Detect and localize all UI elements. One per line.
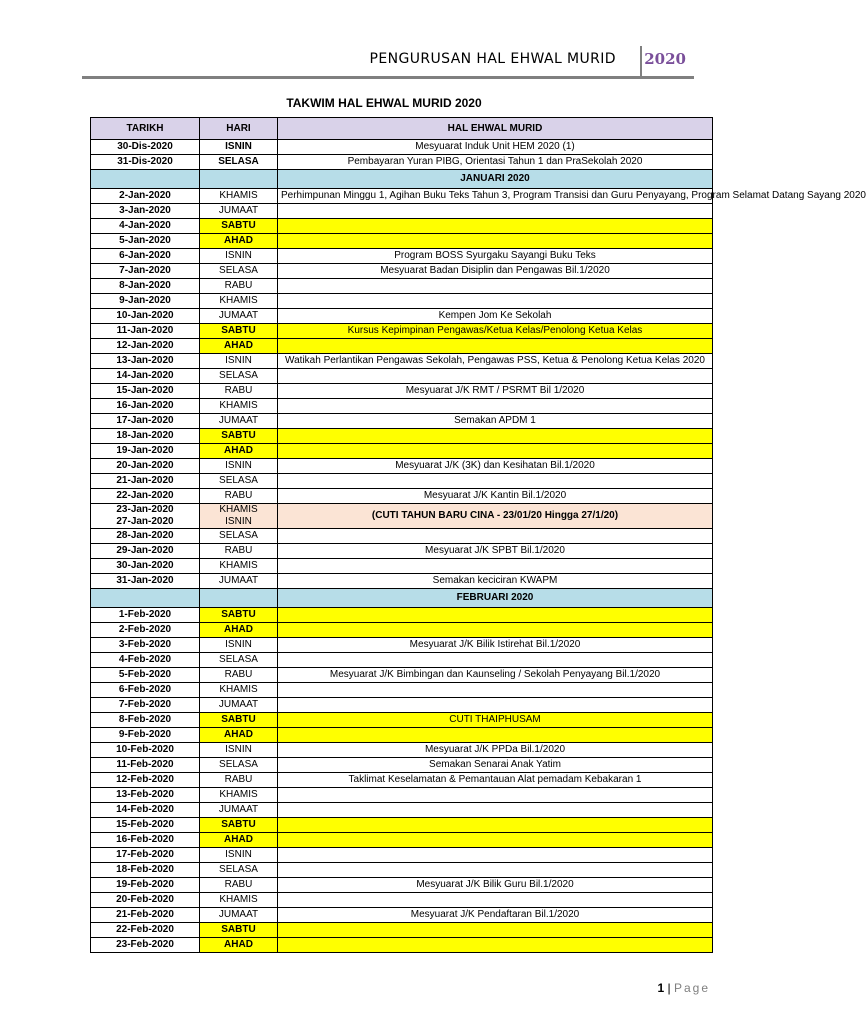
column-header-tarikh: TARIKH	[91, 118, 200, 140]
day-cell: JUMAAT	[200, 908, 278, 923]
table-row	[91, 559, 713, 574]
table-row	[91, 384, 713, 399]
table-row	[91, 923, 713, 938]
date-cell: 6-Jan-2020	[91, 249, 200, 264]
event-cell: Semakan APDM 1	[278, 414, 713, 429]
date-cell: 8-Feb-2020	[91, 713, 200, 728]
day-cell: KHAMIS	[200, 559, 278, 574]
table-row	[91, 818, 713, 833]
day-cell: KHAMIS	[200, 294, 278, 309]
takwim-table	[90, 117, 866, 953]
event-cell	[278, 623, 713, 638]
date-cell: 14-Jan-2020	[91, 369, 200, 384]
event-cell	[278, 474, 713, 489]
table-row	[91, 429, 713, 444]
event-cell	[278, 429, 713, 444]
event-cell: Mesyuarat J/K PPDa Bil.1/2020	[278, 743, 713, 758]
page-footer	[657, 981, 710, 995]
day-cell: RABU	[200, 668, 278, 683]
event-cell	[278, 923, 713, 938]
date-cell: 21-Feb-2020	[91, 908, 200, 923]
table-row	[91, 863, 713, 878]
event-cell	[278, 803, 713, 818]
event-cell: Kursus Kepimpinan Pengawas/Ketua Kelas/Penolong Ketua Kelas	[278, 324, 713, 339]
date-cell: 29-Jan-2020	[91, 544, 200, 559]
event-cell	[278, 848, 713, 863]
table-row	[91, 249, 713, 264]
date-cell: 12-Feb-2020	[91, 773, 200, 788]
day-cell: ISNIN	[200, 848, 278, 863]
event-cell: Taklimat Keselamatan & Pemantauan Alat pemadam Kebakaran 1	[278, 773, 713, 788]
event-cell	[278, 938, 713, 953]
table-row	[91, 489, 713, 504]
date-cell: 11-Jan-2020	[91, 324, 200, 339]
date-cell: 31-Dis-2020	[91, 155, 200, 170]
event-cell: Mesyuarat J/K Bilik Istirehat Bil.1/2020	[278, 638, 713, 653]
date-cell: 5-Feb-2020	[91, 668, 200, 683]
table-row	[91, 444, 713, 459]
document-title: TAKWIM HAL EHWAL MURID 2020	[286, 96, 482, 110]
day-cell: KHAMIS	[200, 788, 278, 803]
date-cell: 30-Dis-2020	[91, 140, 200, 155]
date-cell: 3-Feb-2020	[91, 638, 200, 653]
event-cell: Mesyuarat J/K Bilik Guru Bil.1/2020	[278, 878, 713, 893]
day-cell: JUMAAT	[200, 698, 278, 713]
event-cell: Watikah Perlantikan Pengawas Sekolah, Pengawas PSS, Ketua & Penolong Ketua Kelas 2020	[278, 354, 713, 369]
table-row	[91, 608, 713, 623]
table-header-row	[91, 118, 713, 140]
day-cell: KHAMIS	[200, 399, 278, 414]
event-cell	[278, 788, 713, 803]
day-cell: SABTU	[200, 818, 278, 833]
table-row	[91, 294, 713, 309]
date-cell: 8-Jan-2020	[91, 279, 200, 294]
table-row	[91, 698, 713, 713]
page-label: Page	[673, 981, 710, 995]
page-number: 1	[657, 981, 665, 995]
event-cell	[278, 219, 713, 234]
month-cell-empty	[200, 170, 278, 189]
date-cell: 10-Jan-2020	[91, 309, 200, 324]
event-cell	[278, 204, 713, 219]
day-end: ISNIN	[225, 516, 252, 527]
event-cell	[278, 683, 713, 698]
day-cell: ISNIN	[200, 249, 278, 264]
day-cell: RABU	[200, 878, 278, 893]
event-cell: Kempen Jom Ke Sekolah	[278, 309, 713, 324]
event-cell: Mesyuarat J/K Pendaftaran Bil.1/2020	[278, 908, 713, 923]
month-cell-empty	[91, 589, 200, 608]
date-cell: 12-Jan-2020	[91, 339, 200, 354]
day-start: KHAMIS	[219, 504, 258, 515]
date-cell: 13-Jan-2020	[91, 354, 200, 369]
day-cell: AHAD	[200, 833, 278, 848]
table-row	[91, 204, 713, 219]
event-cell: Pembayaran Yuran PIBG, Orientasi Tahun 1 dan PraSekolah 2020	[278, 155, 713, 170]
date-cell: 7-Jan-2020	[91, 264, 200, 279]
date-cell: 9-Feb-2020	[91, 728, 200, 743]
date-cell: 20-Feb-2020	[91, 893, 200, 908]
date-cell: 15-Jan-2020	[91, 384, 200, 399]
day-cell: SELASA	[200, 264, 278, 279]
date-cell: 4-Jan-2020	[91, 219, 200, 234]
date-cell: 17-Feb-2020	[91, 848, 200, 863]
date-cell: 22-Jan-2020	[91, 489, 200, 504]
table-row	[91, 803, 713, 818]
table-row	[91, 743, 713, 758]
day-cell: SELASA	[200, 529, 278, 544]
day-cell: JUMAAT	[200, 414, 278, 429]
event-cell	[278, 294, 713, 309]
table-row	[91, 833, 713, 848]
date-cell: 10-Feb-2020	[91, 743, 200, 758]
event-cell	[278, 608, 713, 623]
event-cell	[278, 863, 713, 878]
day-cell: AHAD	[200, 938, 278, 953]
day-cell: SELASA	[200, 369, 278, 384]
column-header-hal-ehwal: HAL EHWAL MURID	[278, 118, 713, 140]
month-row	[91, 170, 713, 189]
event-cell: Program BOSS Syurgaku Sayangi Buku Teks	[278, 249, 713, 264]
table-row	[91, 638, 713, 653]
month-label: FEBRUARI 2020	[278, 589, 713, 608]
date-cell: 9-Jan-2020	[91, 294, 200, 309]
day-cell: RABU	[200, 773, 278, 788]
table-row	[91, 878, 713, 893]
day-cell: AHAD	[200, 234, 278, 249]
table-row	[91, 683, 713, 698]
table-row	[91, 623, 713, 638]
event-cell	[278, 893, 713, 908]
day-cell: SABTU	[200, 713, 278, 728]
table-row	[91, 758, 713, 773]
date-cell: 19-Feb-2020	[91, 878, 200, 893]
date-cell: 11-Feb-2020	[91, 758, 200, 773]
date-cell: 15-Feb-2020	[91, 818, 200, 833]
date-cell: 21-Jan-2020	[91, 474, 200, 489]
event-cell: CUTI THAIPHUSAM	[278, 713, 713, 728]
event-cell: Mesyuarat J/K RMT / PSRMT Bil 1/2020	[278, 384, 713, 399]
date-cell: 4-Feb-2020	[91, 653, 200, 668]
event-cell	[278, 653, 713, 668]
table-row	[91, 529, 713, 544]
event-cell: Mesyuarat J/K (3K) dan Kesihatan Bil.1/2020	[278, 459, 713, 474]
date-cell: 18-Feb-2020	[91, 863, 200, 878]
day-cell: ISNIN	[200, 354, 278, 369]
table-row	[91, 848, 713, 863]
date-cell: 6-Feb-2020	[91, 683, 200, 698]
event-cell	[278, 728, 713, 743]
event-cell: Semakan Senarai Anak Yatim	[278, 758, 713, 773]
event-cell	[278, 234, 713, 249]
footer-separator: |	[667, 981, 671, 995]
table-row	[91, 219, 713, 234]
page-header	[82, 44, 694, 79]
holiday-row	[91, 504, 713, 529]
table-row	[91, 788, 713, 803]
day-cell: SELASA	[200, 653, 278, 668]
table-row	[91, 728, 713, 743]
day-cell: JUMAAT	[200, 803, 278, 818]
date-cell: 31-Jan-2020	[91, 574, 200, 589]
event-cell	[278, 339, 713, 354]
table-row	[91, 713, 713, 728]
table-row	[91, 369, 713, 384]
event-cell: Mesyuarat J/K Bimbingan dan Kaunseling / Sekolah Penyayang Bil.1/2020	[278, 668, 713, 683]
header-title: PENGURUSAN HAL EHWAL MURID	[369, 51, 616, 67]
event-cell: Mesyuarat Induk Unit HEM 2020 (1)	[278, 140, 713, 155]
day-cell: AHAD	[200, 728, 278, 743]
date-cell: 23-Feb-2020	[91, 938, 200, 953]
date-cell: 5-Jan-2020	[91, 234, 200, 249]
table-row	[91, 544, 713, 559]
table-row	[91, 893, 713, 908]
day-cell: RABU	[200, 544, 278, 559]
event-cell	[278, 279, 713, 294]
day-cell: ISNIN	[200, 638, 278, 653]
day-cell: SELASA	[200, 758, 278, 773]
header-separator	[640, 46, 642, 76]
day-cell: RABU	[200, 279, 278, 294]
table-row	[91, 279, 713, 294]
day-cell: ISNIN	[200, 459, 278, 474]
table-row	[91, 938, 713, 953]
column-header-hari: HARI	[200, 118, 278, 140]
day-cell: JUMAAT	[200, 204, 278, 219]
day-cell: JUMAAT	[200, 309, 278, 324]
day-cell: AHAD	[200, 339, 278, 354]
event-cell: (CUTI TAHUN BARU CINA - 23/01/20 Hingga 27/1/20)	[278, 504, 713, 529]
date-cell: 13-Feb-2020	[91, 788, 200, 803]
table-body	[91, 140, 866, 953]
day-cell: ISNIN	[200, 743, 278, 758]
month-row	[91, 589, 713, 608]
day-cell: AHAD	[200, 444, 278, 459]
table-row	[91, 668, 713, 683]
event-cell	[278, 559, 713, 574]
table-row	[91, 324, 713, 339]
table-row	[91, 474, 713, 489]
event-cell	[278, 833, 713, 848]
event-cell	[278, 698, 713, 713]
table-row	[91, 399, 713, 414]
table-row	[91, 234, 713, 249]
day-cell: KHAMIS	[200, 893, 278, 908]
date-cell: 22-Feb-2020	[91, 923, 200, 938]
date-cell: 16-Jan-2020	[91, 399, 200, 414]
day-cell: KHAMIS	[200, 189, 278, 204]
event-cell: Perhimpunan Minggu 1, Agihan Buku Teks Tahun 3, Program Transisi dan Guru Penyayang, Program Selamat Datang Sayang 2020	[278, 189, 713, 204]
table-row	[91, 653, 713, 668]
event-cell	[278, 399, 713, 414]
event-cell	[278, 818, 713, 833]
table-row	[91, 339, 713, 354]
table-row	[91, 155, 713, 170]
day-cell: SABTU	[200, 429, 278, 444]
day-cell: SABTU	[200, 923, 278, 938]
event-cell: Mesyuarat J/K Kantin Bil.1/2020	[278, 489, 713, 504]
day-cell: SELASA	[200, 155, 278, 170]
date-cell: 17-Jan-2020	[91, 414, 200, 429]
day-cell: RABU	[200, 384, 278, 399]
date-cell: 7-Feb-2020	[91, 698, 200, 713]
date-cell: 3-Jan-2020	[91, 204, 200, 219]
event-cell: Mesyuarat Badan Disiplin dan Pengawas Bil.1/2020	[278, 264, 713, 279]
date-cell: 16-Feb-2020	[91, 833, 200, 848]
event-cell	[278, 369, 713, 384]
month-cell-empty	[91, 170, 200, 189]
table-row	[91, 309, 713, 324]
day-cell: ISNIN	[200, 140, 278, 155]
date-cell: 14-Feb-2020	[91, 803, 200, 818]
date-cell	[91, 504, 200, 529]
day-cell: SABTU	[200, 219, 278, 234]
date-cell: 28-Jan-2020	[91, 529, 200, 544]
day-cell: KHAMIS	[200, 683, 278, 698]
event-cell: Semakan keciciran KWAPM	[278, 574, 713, 589]
table-row	[91, 459, 713, 474]
day-cell: RABU	[200, 489, 278, 504]
date-end: 27-Jan-2020	[116, 516, 174, 527]
table-row	[91, 773, 713, 788]
table-row	[91, 414, 713, 429]
event-cell	[278, 529, 713, 544]
table-row	[91, 354, 713, 369]
day-cell: SABTU	[200, 324, 278, 339]
day-cell	[200, 504, 278, 529]
table-row	[91, 574, 713, 589]
date-cell: 2-Jan-2020	[91, 189, 200, 204]
header-year: 2020	[644, 50, 686, 68]
day-cell: AHAD	[200, 623, 278, 638]
date-cell: 2-Feb-2020	[91, 623, 200, 638]
event-cell	[278, 444, 713, 459]
date-cell: 19-Jan-2020	[91, 444, 200, 459]
day-cell: SELASA	[200, 474, 278, 489]
month-cell-empty	[200, 589, 278, 608]
date-cell: 18-Jan-2020	[91, 429, 200, 444]
table-row	[91, 908, 713, 923]
date-cell: 20-Jan-2020	[91, 459, 200, 474]
table-row	[91, 189, 713, 204]
event-cell: Mesyuarat J/K SPBT Bil.1/2020	[278, 544, 713, 559]
day-cell: JUMAAT	[200, 574, 278, 589]
date-cell: 30-Jan-2020	[91, 559, 200, 574]
date-start: 23-Jan-2020	[116, 504, 174, 515]
date-cell: 1-Feb-2020	[91, 608, 200, 623]
table-row	[91, 264, 713, 279]
month-label: JANUARI 2020	[278, 170, 713, 189]
day-cell: SABTU	[200, 608, 278, 623]
day-cell: SELASA	[200, 863, 278, 878]
table-row	[91, 140, 713, 155]
